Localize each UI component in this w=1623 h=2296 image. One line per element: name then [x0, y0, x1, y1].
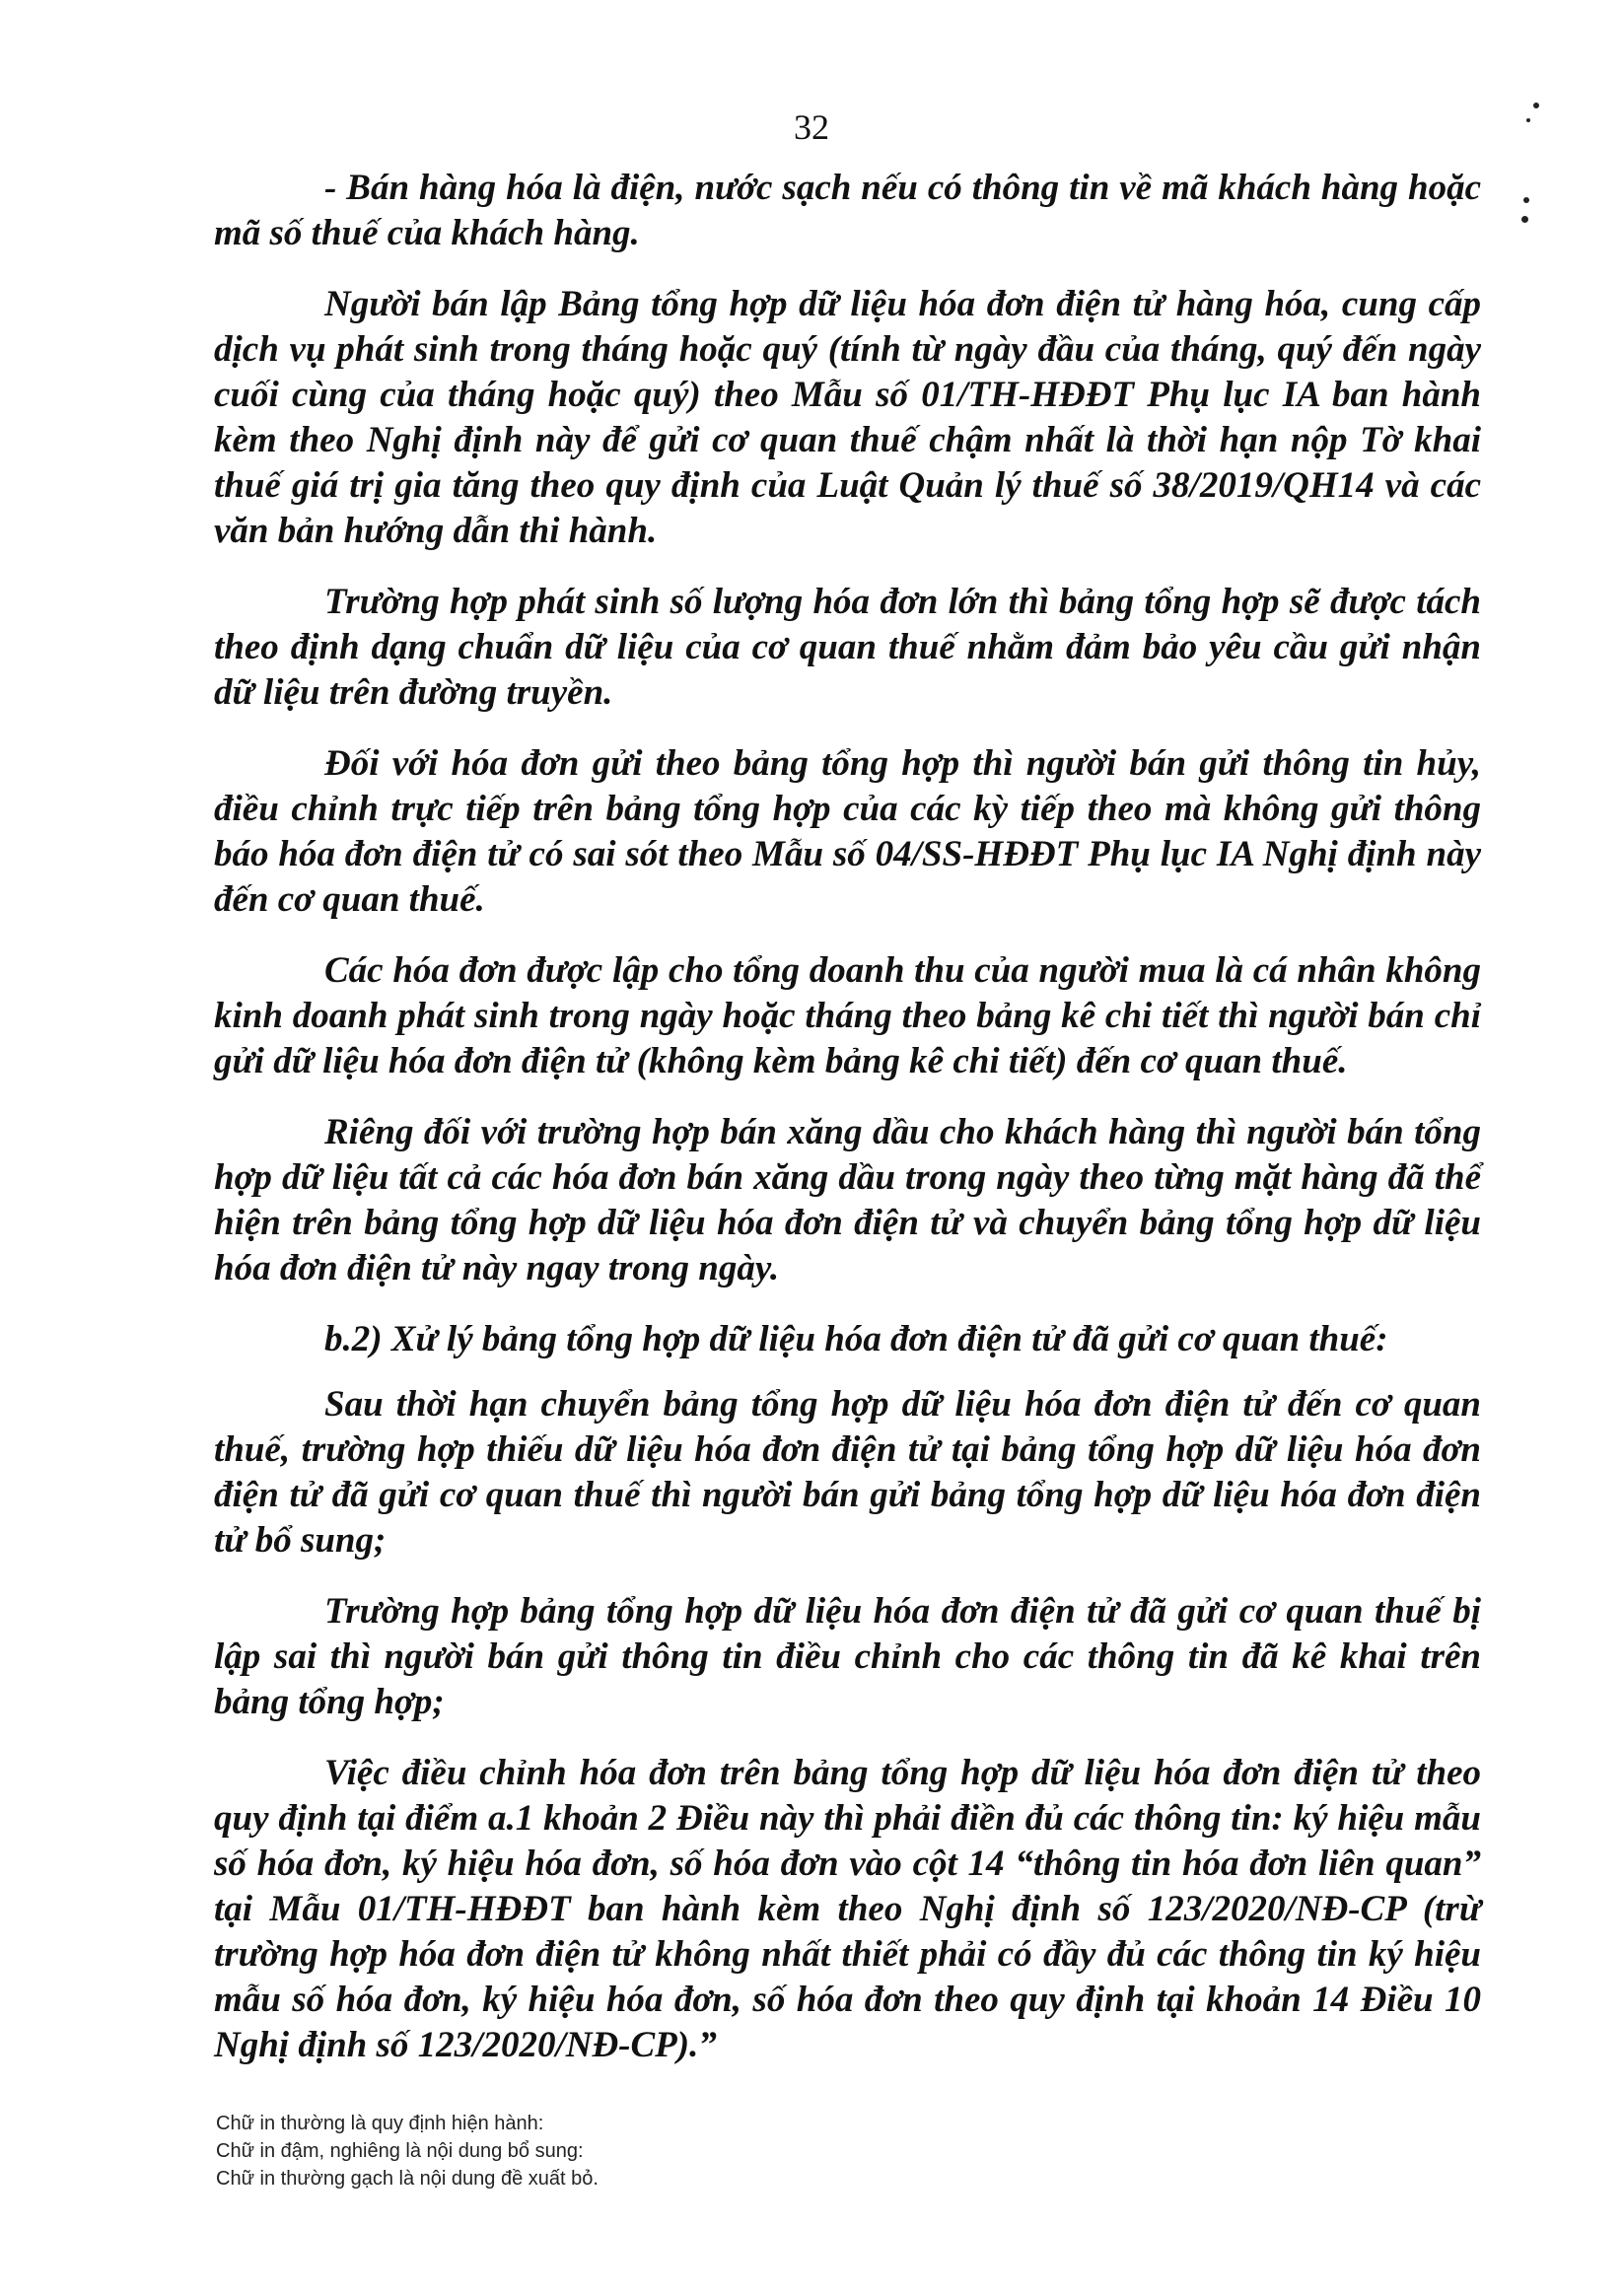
scan-speck-mark — [1533, 103, 1539, 108]
paragraph-seller-summary-table: Người bán lập Bảng tổng hợp dữ liệu hóa đơn điện tử hàng hóa, cung cấp dịch vụ phát sinh trong tháng hoặc quý (tính từ ngày đầu của tháng, quý đến ngày cuối cùng của tháng hoặc quý) theo Mẫu số 01/TH-HĐĐT Phụ lục IA ban hành kèm theo Nghị định này để gửi cơ quan thuế chậm nhất là thời hạn nộp Tờ khai thuế giá trị gia tăng theo quy định của Luật Quản lý thuế số 38/2019/QH14 và các văn bản hướng dẫn thi hành. — [214, 284, 1481, 551]
footnote-removed-content: Chữ in thường gạch là nội dung đề xuất bỏ. — [216, 2168, 599, 2190]
body-text — [214, 166, 1481, 2094]
scan-speck-mark — [1521, 216, 1528, 223]
scan-speck-mark — [1526, 118, 1530, 122]
footnote-current-regulation: Chữ in thường là quy định hiện hành: — [216, 2113, 544, 2134]
scan-speck-mark — [1523, 197, 1529, 203]
footnotes — [216, 2110, 1202, 2192]
footnote-added-content: Chữ in đậm, nghiêng là nội dung bổ sung: — [216, 2140, 584, 2162]
paragraph-adjustment-details: Việc điều chỉnh hóa đơn trên bảng tổng hợp dữ liệu hóa đơn điện tử theo quy định tại điểm a.1 khoản 2 Điều này thì phải điền đủ các thông tin: ký hiệu mẫu số hóa đơn, ký hiệu hóa đơn, số hóa đơn vào cột 14 “thông tin hóa đơn liên quan” tại Mẫu 01/TH-HĐĐT ban hành kèm theo Nghị định số 123/2020/NĐ-CP (trừ trường hợp hóa đơn điện tử không nhất thiết phải có đầy đủ các thông tin ký hiệu mẫu số hóa đơn, ký hiệu hóa đơn, số hóa đơn theo quy định tại khoản 14 Điều 10 Nghị định số 123/2020/NĐ-CP).” — [214, 1753, 1481, 2065]
paragraph-invoices-sent-by-table: Đối với hóa đơn gửi theo bảng tổng hợp thì người bán gửi thông tin hủy, điều chỉnh trực tiếp trên bảng tổng hợp của các kỳ tiếp theo mà không gửi thông báo hóa đơn điện tử có sai sót theo Mẫu số 04/SS-HĐĐT Phụ lục IA Nghị định này đến cơ quan thuế. — [214, 743, 1481, 920]
paragraph-incorrect-table: Trường hợp bảng tổng hợp dữ liệu hóa đơn điện tử đã gửi cơ quan thuế bị lập sai thì người bán gửi thông tin điều chỉnh cho các thông tin đã kê khai trên bảng tổng hợp; — [214, 1591, 1481, 1722]
paragraph-petroleum-sales: Riêng đối với trường hợp bán xăng dầu cho khách hàng thì người bán tổng hợp dữ liệu tất cả các hóa đơn bán xăng dầu trong ngày theo từng mặt hàng đã thể hiện trên bảng tổng hợp dữ liệu hóa đơn điện tử và chuyển bảng tổng hợp dữ liệu hóa đơn điện tử này ngay trong ngày. — [214, 1112, 1481, 1288]
paragraph-missing-data: Sau thời hạn chuyển bảng tổng hợp dữ liệu hóa đơn điện tử đến cơ quan thuế, trường hợp thiếu dữ liệu hóa đơn điện tử tại bảng tổng hợp dữ liệu hóa đơn điện tử đã gửi cơ quan thuế thì người bán gửi bảng tổng hợp dữ liệu hóa đơn điện tử bổ sung; — [214, 1384, 1481, 1561]
paragraph-individual-buyer-invoices: Các hóa đơn được lập cho tổng doanh thu của người mua là cá nhân không kinh doanh phát sinh trong ngày hoặc tháng theo bảng kê chi tiết thì người bán chỉ gửi dữ liệu hóa đơn điện tử (không kèm bảng kê chi tiết) đến cơ quan thuế. — [214, 950, 1481, 1081]
paragraph-large-invoice-volume: Trường hợp phát sinh số lượng hóa đơn lớn thì bảng tổng hợp sẽ được tách theo định dạng chuẩn dữ liệu của cơ quan thuế nhằm đảm bảo yêu cầu gửi nhận dữ liệu trên đường truyền. — [214, 582, 1481, 713]
paragraph-sale-electricity-water: - Bán hàng hóa là điện, nước sạch nếu có thông tin về mã khách hàng hoặc mã số thuế của khách hàng. — [214, 168, 1481, 253]
section-heading-b2: b.2) Xử lý bảng tổng hợp dữ liệu hóa đơn điện tử đã gửi cơ quan thuế: — [324, 1319, 1388, 1359]
page-number: 32 — [794, 107, 829, 147]
